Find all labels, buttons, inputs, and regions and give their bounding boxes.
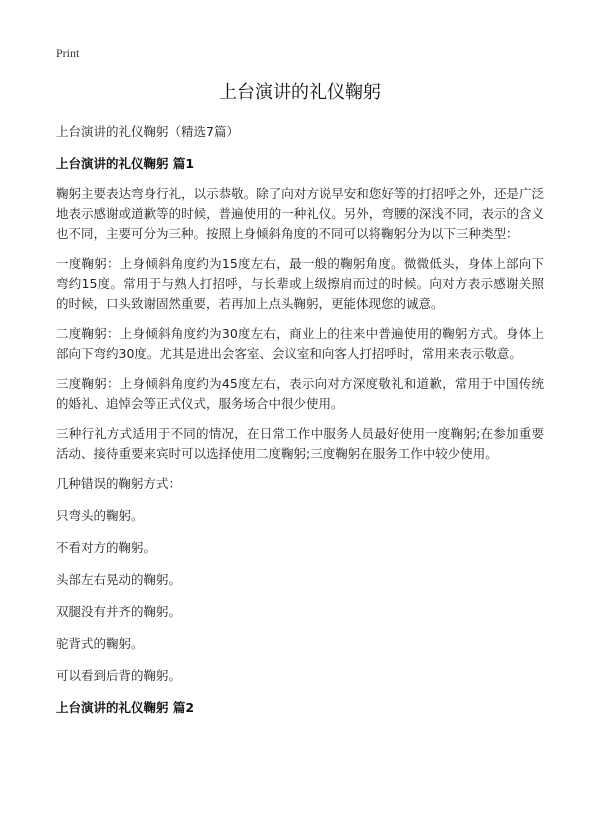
mistake-item: 驼背式的鞠躬。	[56, 636, 144, 651]
paragraph-third-degree: 三度鞠躬：上身倾斜角度约为45度左右，表示向对方深度敬礼和道歉，常用于中国传统的婚礼、追悼会等正式仪式，服务场合中很少使用。	[56, 376, 544, 411]
mistake-item: 不看对方的鞠躬。	[56, 540, 157, 555]
mistake-item: 双腿没有并齐的鞠躬。	[56, 604, 182, 619]
mistake-item: 可以看到后背的鞠躬。	[56, 668, 182, 683]
page-title: 上台演讲的礼仪鞠躬	[219, 82, 381, 103]
print-link[interactable]: Print	[56, 46, 80, 60]
paragraph-overview: 鞠躬主要表达弯身行礼，以示恭敬。除了向对方说早安和您好等的打招呼之外，还是广泛地表示感谢或道歉等的时候，普遍使用的一种礼仪。另外，弯腰的深浅不同，表示的含义也不同，主要可分为三种。按照上身倾斜角度的不同可以将鞠躬分为以下三种类型：	[56, 186, 544, 241]
intro-line: 上台演讲的礼仪鞠躬（精选7篇）	[56, 124, 239, 139]
paragraph-first-degree: 一度鞠躬：上身倾斜角度约为15度左右，最一般的鞠躬角度。微微低头，身体上部向下弯约15度。常用于与熟人打招呼，与长辈或上级擦肩而过的时候。向对方表示感谢关照的时候，口头致谢固然重要，若再加上点头鞠躬，更能体现您的诚意。	[56, 256, 544, 311]
section-1-heading: 上台演讲的礼仪鞠躬 篇1	[56, 156, 195, 171]
section-2-heading: 上台演讲的礼仪鞠躬 篇2	[56, 700, 195, 715]
mistake-item: 头部左右晃动的鞠躬。	[56, 572, 182, 587]
mistakes-heading: 几种错误的鞠躬方式：	[56, 476, 182, 491]
mistake-item: 只弯头的鞠躬。	[56, 508, 144, 523]
paragraph-second-degree: 二度鞠躬：上身倾斜角度约为30度左右，商业上的往来中普遍使用的鞠躬方式。身体上部向下弯约30度。尤其是进出会客室、会议室和向客人打招呼时，常用来表示敬意。	[56, 326, 544, 361]
paragraph-usage: 三种行礼方式适用于不同的情况，在日常工作中服务人员最好使用一度鞠躬;在参加重要活动、接待重要来宾时可以选择使用二度鞠躬;三度鞠躬在服务工作中较少使用。	[56, 426, 544, 461]
